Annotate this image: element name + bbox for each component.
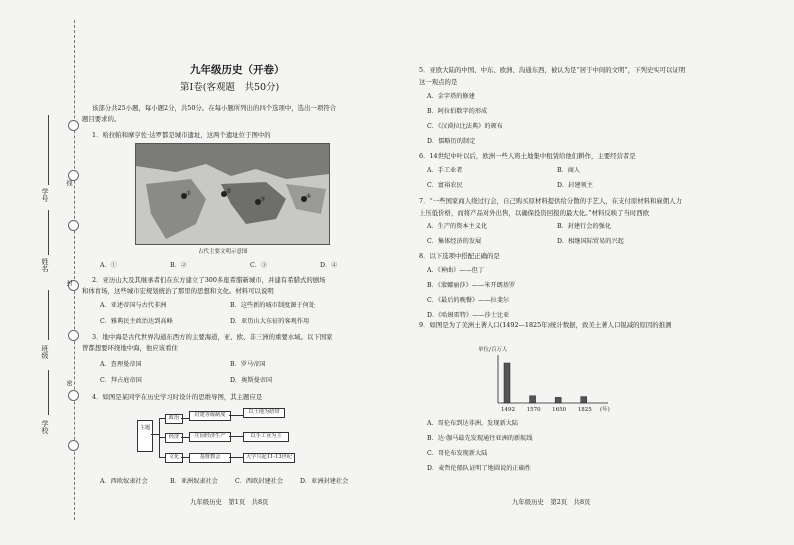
school-line[interactable] xyxy=(48,370,50,415)
question-7: 7．“一些国家商人绕过行会，自己购买原材料提供给分散的手艺人，在支付原材料和雇佣人力 xyxy=(419,197,682,205)
mindmap-economy: 经济 xyxy=(165,433,183,443)
q2-option-d[interactable]: D．亚历山大东征的客观作用 xyxy=(230,318,310,325)
q1-option-d[interactable]: D．④ xyxy=(320,262,338,269)
q5-option-b[interactable]: B．阿拉伯数字的形成 xyxy=(427,108,488,115)
map-marker-3: ③ xyxy=(260,196,266,203)
punch-hole xyxy=(68,440,79,451)
q2-option-c[interactable]: C．雅典民主政治达到高峰 xyxy=(100,318,173,325)
population-bar-chart xyxy=(478,345,628,417)
q3-option-d[interactable]: D．奥斯曼帝国 xyxy=(230,377,273,384)
q8-option-a[interactable]: A．《神曲》——但丁 xyxy=(427,267,485,274)
q8-option-b[interactable]: B．《蒙娜丽莎》——米开朗基罗 xyxy=(427,282,516,289)
question-2: 和体育场，这些城市宏规划统治了那里的思想和文化。材料可以说明 xyxy=(82,287,274,295)
question-3: 曾都想要环绕地中海，他应该看住 xyxy=(82,344,178,352)
page-title: 九年级历史（开卷） xyxy=(190,64,285,76)
q5-option-a[interactable]: A．金字塔的修建 xyxy=(427,93,475,100)
chart-x-tick-label: 1825 xyxy=(577,407,592,413)
chart-bar xyxy=(555,397,561,403)
q7-option-d[interactable]: D．相继国际贸易的兴起 xyxy=(557,238,624,245)
question-9: 9．如图是为了美洲土著人口(1492—1825年)统计数据，致美土著人口锐减的原因的推测 xyxy=(419,321,672,329)
seal-mark-line: 线 xyxy=(65,180,72,186)
q4-option-d[interactable]: D．亚洲封建社会 xyxy=(300,478,349,485)
chart-bar xyxy=(581,397,587,403)
q9-option-d[interactable]: D．麦哲伦船队证明了地圆说的正确性 xyxy=(427,465,531,472)
name-line[interactable] xyxy=(48,210,50,255)
q4-option-b[interactable]: B．亚洲奴隶社会 xyxy=(170,478,218,485)
section-title: 第Ⅰ卷(客观题 共50分) xyxy=(180,82,280,93)
map-marker-2: ② xyxy=(226,188,232,195)
question-8: 8．以下选项中搭配正确的是 xyxy=(419,252,500,260)
punch-hole xyxy=(68,330,79,341)
mindmap-politics: 政治 xyxy=(165,414,183,424)
q5-option-d[interactable]: D．儒略历的制定 xyxy=(427,138,476,145)
q4-option-c[interactable]: C．西欧封建社会 xyxy=(235,478,284,485)
instructions: 该部分共25小题，每小题2分，共50分。在每小题所列出的四个选项中，选出一项符合 xyxy=(92,104,336,112)
class-label: 班级 xyxy=(41,345,49,359)
map-marker-1: ① xyxy=(186,190,192,197)
class-line[interactable] xyxy=(48,290,50,340)
mindmap-handicraft: 以手工业为主 xyxy=(243,432,289,442)
punch-hole xyxy=(68,220,79,231)
school-label: 学校 xyxy=(41,420,49,434)
q4-option-a[interactable]: A．西欧奴隶社会 xyxy=(100,478,148,485)
q7-option-c[interactable]: C．集体经济的发展 xyxy=(427,238,482,245)
question-3: 3．地中海是古代世界沟通东西方的主要海道，亚、欧、非三洲的重要水域。以下国家 xyxy=(92,333,333,341)
q7-option-a[interactable]: A．生产的资本主义化 xyxy=(427,223,488,230)
punch-hole xyxy=(68,390,79,401)
q8-option-d[interactable]: D．《哈姆雷特》——莎士比亚 xyxy=(427,312,510,319)
instructions: 题目要求的。 xyxy=(82,115,121,123)
q3-option-b[interactable]: B．罗马帝国 xyxy=(230,361,266,368)
ancient-civilization-map xyxy=(135,143,330,245)
question-7: 上压低价格，而将产品对外出售，以确保投资回报的最大化。”材料反映了当时西欧 xyxy=(419,209,650,217)
mindmap-church: 基督教会 xyxy=(189,453,231,463)
name-label: 姓名 xyxy=(41,258,49,272)
q1-option-b[interactable]: B．② xyxy=(170,262,187,269)
q6-option-c[interactable]: C．富裕农民 xyxy=(427,182,463,189)
q3-option-c[interactable]: C．拜占庭帝国 xyxy=(100,377,142,384)
q9-option-b[interactable]: B．达·伽马最先发现通往亚洲的新航线 xyxy=(427,435,533,442)
q2-option-b[interactable]: B．这些新的城市制度源于何处 xyxy=(230,302,315,309)
chart-x-tick-label: 1650 xyxy=(552,407,567,413)
chart-x-tick-label: 1492 xyxy=(501,407,515,413)
question-5: 这一观点的是 xyxy=(419,78,458,86)
question-6: 6．14世纪中叶以后，欧洲一些人将土地集中租赁给他们耕作，主要经营者是 xyxy=(419,152,636,160)
mindmap-land-bond: 以土地为纽带 xyxy=(243,408,285,418)
q1-option-c[interactable]: C．③ xyxy=(250,262,268,269)
chart-x-tick-label: 1570 xyxy=(526,407,541,413)
q7-option-b[interactable]: B．封建行会的强化 xyxy=(557,223,612,230)
chart-bar xyxy=(504,363,510,403)
question-4: 4．如图是某同学在历史学习时设计的思维导图，其主题应是 xyxy=(92,393,263,401)
q6-option-a[interactable]: A．手工业者 xyxy=(427,167,463,174)
q6-option-b[interactable]: B．商人 xyxy=(557,167,581,174)
question-1: 1．哈拉帕和摩亨佐·达罗都是城市遗址，这两个遗址位于图中的 xyxy=(92,131,271,139)
question-5: 5．亚欧大陆的中国、中东、欧洲、沟通东西，被认为是“居于中间的文明”，下列史实可以证明 xyxy=(419,66,686,74)
mindmap-feudal-hierarchy: 封建等级制度 xyxy=(189,411,231,421)
chart-x-unit: (年) xyxy=(600,407,610,413)
q3-option-a[interactable]: A．查理曼帝国 xyxy=(100,361,142,368)
student-id-label: 学号 xyxy=(41,188,49,202)
punch-hole xyxy=(68,120,79,131)
q1-option-a[interactable]: A．① xyxy=(100,262,117,269)
page-footer: 九年级历史 第1页 共8页 xyxy=(190,498,269,506)
mindmap-theme: 主题 xyxy=(137,420,153,452)
mindmap-universities: 大学兴起11-13世纪 xyxy=(243,453,295,463)
q9-option-a[interactable]: A．哥伦布到达非洲，发现新大陆 xyxy=(427,420,519,427)
student-id-line[interactable] xyxy=(48,115,50,185)
map-figure xyxy=(136,144,329,244)
right-page xyxy=(397,0,794,545)
mindmap-manor-economy: 庄园经济生产 xyxy=(189,432,231,442)
mindmap-culture: 文化 xyxy=(165,453,183,463)
map-caption: 古代主要文明示意图 xyxy=(198,249,248,255)
seal-mark-secret: 密 xyxy=(65,380,72,386)
q9-option-c[interactable]: C．哥伦布发现新大陆 xyxy=(427,450,488,457)
population-chart xyxy=(478,345,628,417)
seal-mark-seal: 封 xyxy=(65,280,72,286)
q5-option-c[interactable]: C．《汉谟拉比法典》的颁布 xyxy=(427,123,503,130)
chart-bar xyxy=(530,396,536,403)
map-marker-4: ④ xyxy=(306,193,312,200)
question-2: 2．亚历山大及其继承者们在东方建立了300多座希腊新城市，并建有希腊式的剧场 xyxy=(92,276,326,284)
chart-y-label: 单位/百万人 xyxy=(478,347,508,353)
page-footer: 九年级历史 第2页 共8页 xyxy=(512,498,591,506)
q8-option-c[interactable]: C．《最后的晚餐》——拉斐尔 xyxy=(427,297,510,304)
q2-option-a[interactable]: A．亚述帝国与古代非洲 xyxy=(100,302,167,309)
q6-option-d[interactable]: D．封建领主 xyxy=(557,182,593,189)
